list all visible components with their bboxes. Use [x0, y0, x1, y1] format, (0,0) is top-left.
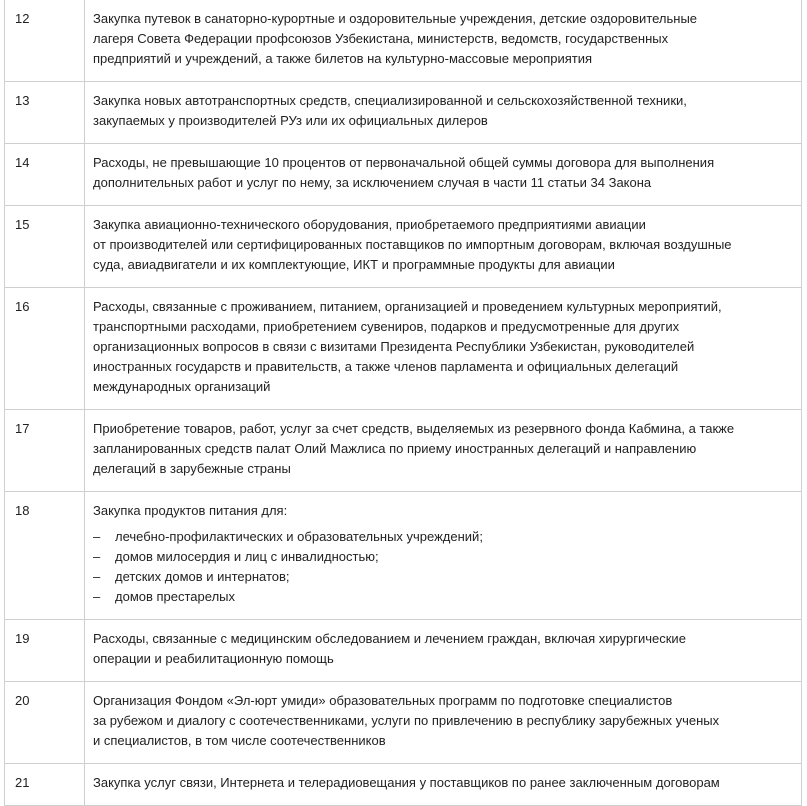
description-line: Расходы, не превышающие 10 процентов от первоначальной общей суммы договора для выполнения: [93, 155, 715, 170]
row-description-cell: [85, 410, 802, 492]
description-line: от производителей или сертифицированных поставщиков по импортным договорам, включая воздушные: [93, 237, 732, 252]
row-number: 12: [15, 11, 30, 26]
row-number-cell: [5, 764, 85, 806]
table-row: [5, 620, 802, 682]
description-line: Организация Фондом «Эл-юрт умиди» образовательных программ по подготовке специалистов: [93, 693, 673, 708]
row-description-cell: [85, 288, 802, 410]
list-dash: –: [93, 589, 101, 604]
row-number: 17: [15, 421, 30, 436]
description-line: Приобретение товаров, работ, услуг за счет средств, выделяемых из резервного фонда Кабмина, а также: [93, 421, 735, 436]
row-description: [85, 82, 801, 143]
list-item-text: домов престарелых: [115, 589, 235, 604]
description-line: организационных вопросов в связи с визитами Президента Республики Узбекистан, руководителей: [93, 339, 695, 354]
row-number-cell: [5, 410, 85, 492]
row-description: [85, 764, 801, 805]
table-row: [5, 492, 802, 620]
row-number-cell: [5, 82, 85, 144]
row-description-cell: [85, 620, 802, 682]
row-number: 13: [15, 93, 30, 108]
table-row: [5, 82, 802, 144]
row-description: [85, 288, 801, 409]
row-number: 19: [15, 631, 30, 646]
row-description-cell: [85, 144, 802, 206]
row-description-cell: [85, 0, 802, 82]
description-line: дополнительных работ и услуг по нему, за исключением случая в части 11 статьи 34 Закона: [93, 175, 652, 190]
row-number: 16: [15, 299, 30, 314]
row-number-cell: [5, 288, 85, 410]
row-description: [85, 144, 801, 205]
table-row: [5, 206, 802, 288]
description-line: операции и реабилитационную помощь: [93, 651, 334, 666]
list-item: [93, 587, 785, 607]
table-row: [5, 410, 802, 492]
row-number-cell: [5, 144, 85, 206]
row-number-cell: [5, 0, 85, 82]
list-item: [93, 547, 785, 567]
row-description-cell: [85, 764, 802, 806]
description-line: предприятий и учреждений, а также билетов на культурно-массовые мероприятия: [93, 51, 593, 66]
row-description-cell: [85, 82, 802, 144]
row-number: 20: [15, 693, 30, 708]
description-line: делегаций в зарубежные страны: [93, 461, 291, 476]
description-line: иностранных государств и правительств, а также членов парламента и официальных делегаций: [93, 359, 679, 374]
list-dash: –: [93, 549, 101, 564]
row-description: [85, 0, 801, 81]
table-row: [5, 682, 802, 764]
description-line: Закупка продуктов питания для:: [93, 503, 288, 518]
list-item: [93, 567, 785, 587]
row-description-cell: [85, 206, 802, 288]
procurement-table: [4, 0, 802, 806]
row-number: 15: [15, 217, 30, 232]
table-row: [5, 288, 802, 410]
row-description: [85, 492, 801, 619]
description-line: запланированных средств палат Олий Мажлиса по приему иностранных делегаций и направлению: [93, 441, 697, 456]
description-line: транспортными расходами, приобретением сувениров, подарков и предусмотренные для других: [93, 319, 680, 334]
row-number-cell: [5, 620, 85, 682]
description-line: закупаемых у производителей РУз или их официальных дилеров: [93, 113, 488, 128]
row-number-cell: [5, 682, 85, 764]
description-line: лагеря Совета Федерации профсоюзов Узбекистана, министерств, ведомств, государственных: [93, 31, 669, 46]
list-dash: –: [93, 569, 101, 584]
row-number: 18: [15, 503, 30, 518]
table-row: [5, 144, 802, 206]
list-dash: –: [93, 529, 101, 544]
row-description: [85, 206, 801, 287]
table-body: [5, 0, 802, 806]
description-line: Расходы, связанные с медицинским обследованием и лечением граждан, включая хирургические: [93, 631, 686, 646]
description-line: Закупка новых автотранспортных средств, специализированной и сельскохозяйственной техники,: [93, 93, 687, 108]
list-item-text: домов милосердия и лиц с инвалидностью;: [115, 549, 379, 564]
description-line: суда, авиадвигатели и их комплектующие, ИКТ и программные продукты для авиации: [93, 257, 615, 272]
table-row: [5, 0, 802, 82]
row-number-cell: [5, 492, 85, 620]
table-row: [5, 764, 802, 806]
list-item-text: лечебно-профилактических и образовательных учреждений;: [115, 529, 483, 544]
row-description: [85, 682, 801, 763]
description-line: Закупка авиационно-технического оборудования, приобретаемого предприятиями авиации: [93, 217, 646, 232]
row-number-cell: [5, 206, 85, 288]
list-item: [93, 527, 785, 547]
row-number: 21: [15, 775, 30, 790]
description-line: за рубежом и диалогу с соотечественниками, услуги по привлечению в республику зарубежных ученых: [93, 713, 720, 728]
description-line: Закупка услуг связи, Интернета и телерадиовещания у поставщиков по ранее заключенным договорам: [93, 775, 720, 790]
food-recipients-list: [93, 527, 785, 607]
description-line: Закупка путевок в санаторно-курортные и оздоровительные учреждения, детские оздоровительные: [93, 11, 698, 26]
description-line: международных организаций: [93, 379, 271, 394]
row-description-cell: [85, 682, 802, 764]
row-description: [85, 620, 801, 681]
description-line: Расходы, связанные с проживанием, питанием, организацией и проведением культурных мероприятий,: [93, 299, 722, 314]
list-item-text: детских домов и интернатов;: [115, 569, 290, 584]
description-line: и специалистов, в том числе соотечественников: [93, 733, 386, 748]
row-description-cell: [85, 492, 802, 620]
row-description: [85, 410, 801, 491]
row-number: 14: [15, 155, 30, 170]
